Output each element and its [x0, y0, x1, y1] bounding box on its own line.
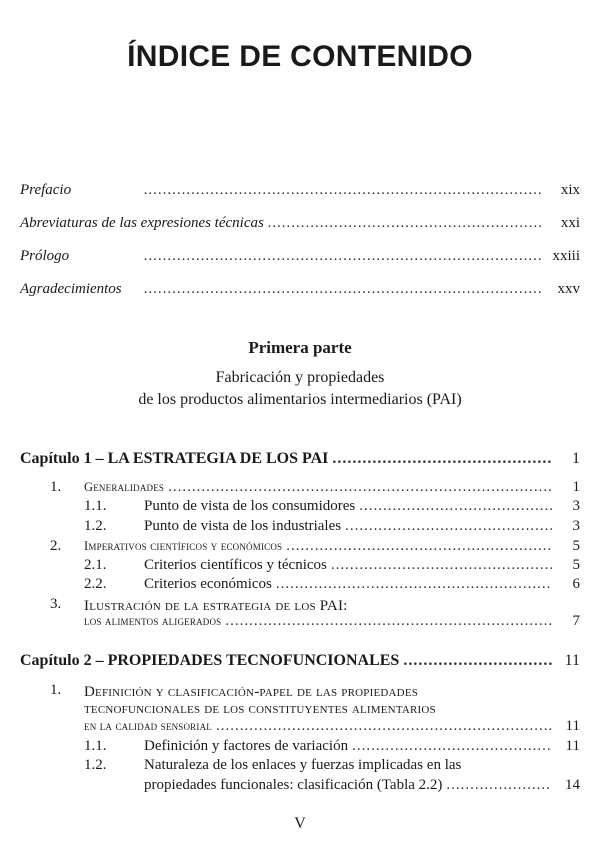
subsection-number: 1.1.	[84, 738, 107, 754]
toc-subsection-1-1-1[interactable]	[144, 498, 580, 515]
part-subtitle: de los productos alimentarios intermediarios (PAI)	[138, 391, 462, 408]
subsection-title: Punto de vista de los industriales	[144, 518, 342, 534]
section-title: Imperativos científicos y económicos	[84, 539, 283, 553]
section-page: 5	[572, 538, 580, 554]
toc-subsection-2-1-2[interactable]	[144, 777, 580, 794]
toc-section-1-2[interactable]	[84, 538, 580, 555]
toc-entry-agradecimientos[interactable]	[20, 281, 580, 298]
toc-subsection-1-2-2[interactable]	[144, 576, 580, 593]
dot-leader	[144, 182, 542, 199]
dot-leader	[168, 479, 552, 496]
section-page: 11	[565, 718, 580, 734]
subsection-page: 5	[572, 557, 580, 573]
subsection-number: 2.2.	[84, 576, 107, 592]
dot-leader	[352, 738, 552, 755]
toc-entry-prefacio[interactable]	[20, 182, 580, 199]
section-title-line: tecnofuncionales de los constituyentes alimentarios	[84, 701, 436, 717]
toc-section-2-1[interactable]	[84, 718, 580, 735]
dot-leader	[286, 538, 552, 555]
subsection-title: propiedades funcionales: clasificación (Tabla 2.2)	[144, 777, 443, 793]
dot-leader	[144, 248, 542, 265]
subsection-title-line: Naturaleza de los enlaces y fuerzas implicadas en las	[144, 757, 462, 773]
section-number: 3.	[50, 596, 62, 612]
toc-entry-page: xxi	[560, 215, 580, 231]
subsection-title: Punto de vista de los consumidores	[144, 498, 356, 514]
section-page: 7	[572, 613, 580, 629]
section-title-line: Definición y clasificación-papel de las propiedades	[84, 684, 419, 700]
section-title: en la calidad sensorial	[84, 719, 212, 733]
dot-leader	[144, 281, 542, 298]
toc-chapter-1[interactable]	[20, 450, 580, 468]
dot-leader	[345, 518, 552, 535]
toc-entry-prologo[interactable]	[20, 248, 580, 265]
toc-entry-label: Prefacio	[20, 182, 72, 198]
subsection-number: 1.2.	[84, 757, 107, 773]
toc-subsection-2-1-1[interactable]	[144, 738, 580, 755]
page-title: ÍNDICE DE CONTENIDO	[127, 40, 473, 73]
subsection-title: Criterios económicos	[144, 576, 272, 592]
dot-leader	[331, 557, 552, 574]
part-heading: Primera parte	[248, 338, 352, 357]
chapter-page: 1	[572, 450, 580, 467]
section-title: los alimentos aligerados	[84, 614, 222, 628]
toc-entry-label: Prólogo	[20, 248, 70, 264]
section-number: 2.	[50, 538, 62, 554]
subsection-number: 2.1.	[84, 557, 107, 573]
dot-leader	[225, 613, 552, 630]
section-title-line: Ilustración de la estrategia de los PAI:	[84, 598, 348, 614]
dot-leader	[332, 450, 552, 468]
toc-entry-page: xxv	[557, 281, 580, 297]
dot-leader	[216, 718, 552, 735]
toc-entry-page: xxiii	[552, 248, 580, 264]
page-number: V	[294, 815, 306, 832]
section-number: 1.	[50, 479, 62, 495]
subsection-page: 3	[572, 518, 580, 534]
dot-leader	[446, 777, 552, 794]
subsection-page: 11	[565, 738, 580, 754]
chapter-title: Capítulo 2 – PROPIEDADES TECNOFUNCIONALES	[20, 652, 400, 669]
chapter-title: Capítulo 1 – LA ESTRATEGIA DE LOS PAI	[20, 450, 329, 467]
subsection-title: Criterios científicos y técnicos	[144, 557, 327, 573]
section-page: 1	[572, 479, 580, 495]
subsection-number: 1.1.	[84, 498, 107, 514]
section-number: 1.	[50, 682, 62, 698]
dot-leader	[403, 652, 552, 670]
toc-entry-label: Abreviaturas de las expresiones técnicas	[20, 215, 264, 231]
subsection-page: 6	[572, 576, 580, 592]
subsection-number: 1.2.	[84, 518, 107, 534]
chapter-page: 11	[564, 652, 580, 669]
subsection-page: 14	[565, 777, 580, 793]
dot-leader	[276, 576, 552, 593]
toc-entry-abreviaturas[interactable]	[20, 215, 580, 232]
toc-entry-page: xix	[560, 182, 580, 198]
subsection-page: 3	[572, 498, 580, 514]
dot-leader	[359, 498, 552, 515]
toc-entry-label: Agradecimientos	[20, 281, 122, 297]
subsection-title: Definición y factores de variación	[144, 738, 349, 754]
toc-section-1-1[interactable]	[84, 479, 580, 496]
part-subtitle: Fabricación y propiedades	[215, 369, 385, 386]
dot-leader	[268, 215, 542, 232]
toc-section-1-3[interactable]	[84, 613, 580, 630]
section-title: Generalidades	[84, 480, 165, 494]
toc-chapter-2[interactable]	[20, 652, 580, 670]
toc-subsection-1-1-2[interactable]	[144, 518, 580, 535]
toc-subsection-1-2-1[interactable]	[144, 557, 580, 574]
